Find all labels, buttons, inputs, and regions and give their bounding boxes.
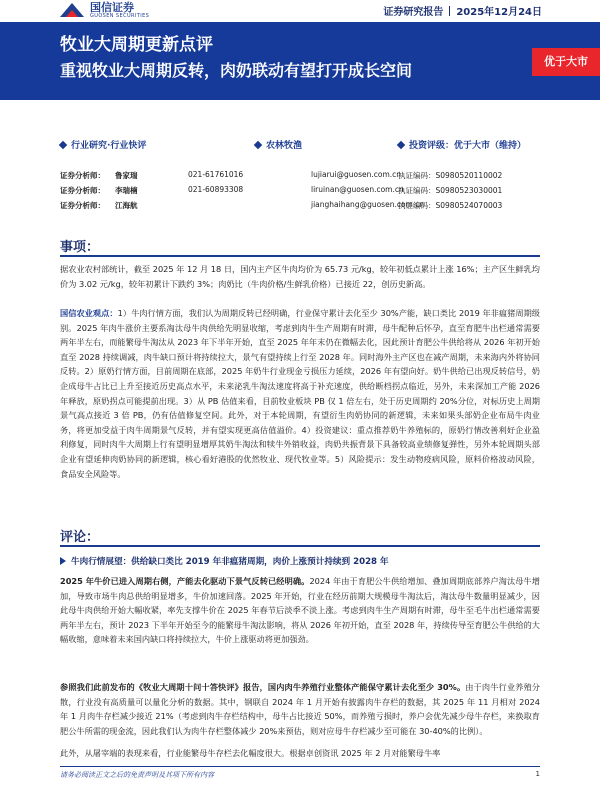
comment-paragraph-1 bbox=[60, 574, 540, 647]
analyst-name: 李瑞楠 bbox=[115, 186, 138, 195]
section-divider bbox=[60, 255, 540, 257]
analyst-name: 鲁家瑞 bbox=[115, 171, 138, 180]
page-number: 1 bbox=[535, 770, 540, 778]
p1-lead: 2025 年牛价已进入周期右侧，产能去化驱动下景气反转已经明确。 bbox=[60, 576, 310, 586]
report-subtitle: 重视牧业大周期反转，肉奶联动有望打开成长空间 bbox=[60, 61, 413, 80]
logo-icon bbox=[60, 3, 84, 17]
logo-subtitle: GUOSEN SECURITIES bbox=[90, 12, 150, 19]
report-type: 证券研究报告 bbox=[383, 7, 444, 18]
events-text: 据农业农村部统计，截至 2025 年 12 月 18 日，国内主产区牛肉均价为 65.73 元/kg，较年初低点累计上涨 16%；主产区生鲜乳均价为 3.02 元/kg，较年初累计下跌约 3%；肉奶比（牛肉价格/生鲜乳价格）已接近 22，创历史新高。 bbox=[60, 264, 540, 289]
p1-text: 2024 年由于育肥公牛供给增加、叠加周期底部养户淘汰母牛增加，导致市场牛肉总供给明显增多，牛价加速回落。2025 年开始，行业在经历前期大规模母牛淘汰后，淘汰母牛数量明显减少，因此母牛肉供给开始大幅收紧，率先支撑牛价在 2025 年春节后淡季不淡上涨。考虑到肉牛生产周期有时滞，母牛至毛牛出栏通常需要两年半左右，预计 2023 下半年开始至今的能繁母牛淘汰影响，将从 2026 年初开始，直至 2028 年，持续传导至育肥公牛供给的大幅收缩，意味着未来国内缺口将持续拉大，牛价上涨驱动将更加强劲。 bbox=[60, 576, 540, 645]
p2-lead: 参照我们此前发布的《牧业大周期十问十答快评》报告，国内肉牛养殖行业整体产能保守累计去化至少 30%。 bbox=[60, 682, 466, 692]
view-text: 1）牛肉行情方面，我们认为周期反转已经明确，行业保守累计去化至少 30%产能，缺口类比 2019 年非瘟猪周期级别。2025 年肉牛涨价主要系淘汰母牛肉供给先明显收缩，考虑到肉牛生产周期有时滞，母牛配种后怀孕，直至育肥牛出栏通常需要两年半左右，而能繁母牛淘汰从 2023 年下半年开始，直至 2025 年年末仍在微幅去化，因此预计育肥公牛供给将从 2026 年初开始直至 2028 持续调减，肉牛缺口预计将持续拉大，景气有望持续上行至 2028 年。同时海外主产区也在减产周期，未来海内外将协同反转。2）原奶行情方面，目前周期在底部，2025 年奶牛行业现金亏损压力延续，2026 年有望向好。奶牛供给已出现反转信号，奶企成母牛占比已上升至接近历史高点水平，未来泌乳牛淘汰速度将高于补充速度，供给断档拐点临近，另外，未来深加工产能 2026 年释放，原奶拐点可能提前出现。3）从 PB 估值来看，目前牧业板块 PB 仅 1 倍左右，处于历史周期约 20%分位，对标历史上周期景气高点接近 3 倍 PB，仍有估值修复空间。此外，对于本轮周期，有望衍生肉奶协同的新逻辑，未来如果头部奶企业布局牛肉业务，将更加受益于肉牛周期景气反转，并有望实现更高估值溢价。4）投资建议：重点推荐奶牛养殖标的，原奶行情改善利好企业盈利修复，同时肉牛大周期上行有望明显增厚其奶牛淘汰和犊牛外销收益，肉奶共振背景下具备较高业绩修复弹性，另外本轮周期头部企业有望延伸肉奶协同的新逻辑，核心看好港股的优然牧业、现代牧业等。5）风险提示：发生动物疫病风险，原料价格波动风险，食品安全风险等。 bbox=[60, 308, 540, 479]
company-logo bbox=[60, 0, 149, 20]
investment-rating bbox=[398, 138, 526, 151]
analyst-name: 江海航 bbox=[115, 201, 138, 210]
analyst-phone: 021-60893308 bbox=[188, 185, 244, 194]
analyst-email[interactable]: lujiarui@guosen.com.cn bbox=[311, 170, 402, 179]
comments-heading: 评论： bbox=[60, 530, 100, 545]
analyst-cert: 执证编码：S0980523030001 bbox=[398, 186, 503, 195]
top-bar bbox=[0, 0, 600, 20]
sector-label: 农林牧渔 bbox=[266, 141, 303, 151]
diamond-bullet-icon bbox=[254, 140, 262, 148]
analyst-list bbox=[60, 168, 540, 213]
title-banner bbox=[0, 22, 600, 100]
report-title: 牧业大周期更新点评 bbox=[60, 35, 213, 55]
view-lead: 国信农业观点： bbox=[60, 308, 118, 318]
comment-paragraph-2 bbox=[60, 680, 540, 738]
analyst-row bbox=[60, 183, 540, 198]
analyst-cert: 执证编码：S0980520110002 bbox=[398, 171, 503, 180]
p2-text: 由于肉牛行业养殖分散，行业没有高质量可以量化分析的数据。其中，钢联自 2024 年 1 月开始有披露肉牛存栏的数据，其 2025 年 11 月相对 2024 年 1 月肉牛存栏减少接近 21%（考虑到肉牛存栏结构中，母牛占比接近 50%，而养殖亏损时，养户会优先减少母牛存栏，来换取育肥公牛所需的现金流，因此我们认为肉牛存栏整体减少 20%来预估，则对应母牛存栏减少至可能在 30-40%的比例）。 bbox=[60, 682, 540, 736]
subsection-title: 牛肉行情展望：供给缺口类比 2019 年非瘟猪周期，肉价上涨预计持续到 2028 年 bbox=[71, 557, 389, 567]
separator bbox=[449, 6, 450, 16]
analyst-email[interactable]: jianghaihang@guosen.com.cn bbox=[311, 200, 425, 209]
rating-label: 投资评级： bbox=[409, 141, 455, 151]
analyst-role: 证券分析师： bbox=[60, 201, 105, 210]
analyst-cert: 执证编码：S0980524070003 bbox=[398, 201, 503, 210]
view-paragraph bbox=[60, 306, 540, 481]
diamond-bullet-icon bbox=[59, 140, 67, 148]
category-row bbox=[60, 138, 540, 154]
footer-disclaimer: 请务必阅读正文之后的免责声明及其项下所有内容 bbox=[60, 771, 214, 779]
subsection-heading bbox=[60, 555, 389, 567]
analyst-phone: 021-61761016 bbox=[188, 170, 244, 179]
analyst-role: 证券分析师： bbox=[60, 186, 105, 195]
rating-value: 优于大市（维持） bbox=[454, 141, 527, 151]
sector-category bbox=[255, 138, 302, 151]
doc-info bbox=[383, 3, 542, 18]
analyst-row bbox=[60, 198, 540, 213]
analyst-email[interactable]: liruinan@guosen.com.cn bbox=[311, 185, 404, 194]
logo-name: 国信证券 bbox=[90, 0, 134, 14]
section-divider bbox=[60, 545, 540, 547]
analyst-row bbox=[60, 168, 540, 183]
events-heading: 事项： bbox=[60, 240, 100, 255]
industry-category bbox=[60, 138, 146, 151]
industry-label: 行业研究·行业快评 bbox=[71, 141, 147, 151]
rating-tag: 优于大市 bbox=[532, 48, 600, 76]
comment-paragraph-3: 此外，从屠宰端的表现来看，行业能繁母牛存栏去化幅度很大。根据卓创资讯 2025 年 2 月对能繁母牛率 bbox=[60, 748, 441, 758]
analyst-role: 证券分析师： bbox=[60, 171, 105, 180]
report-date: 2025年12月24日 bbox=[456, 7, 542, 18]
triangle-bullet-icon bbox=[60, 557, 66, 565]
footer-divider bbox=[60, 766, 540, 767]
diamond-bullet-icon bbox=[397, 140, 405, 148]
